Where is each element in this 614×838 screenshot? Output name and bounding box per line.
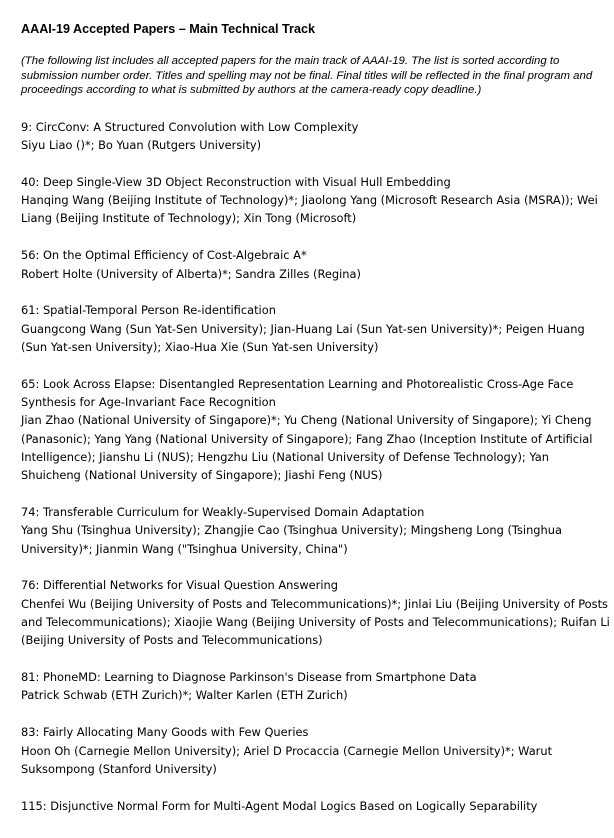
paper-title: 81: PhoneMD: Learning to Diagnose Parkinson's Disease from Smartphone Data [21, 670, 477, 685]
document-title: AAAI-19 Accepted Papers – Main Technical Track [21, 22, 315, 36]
paper-title: 61: Spatial-Temporal Person Re-identification [21, 303, 276, 318]
paper-title: 76: Differential Networks for Visual Question Answering [21, 578, 338, 593]
document-page [21, 21, 611, 833]
paper-entry [21, 173, 611, 228]
paper-title: 9: CircConv: A Structured Convolution with Low Complexity [21, 119, 359, 134]
paper-entry [21, 301, 611, 356]
paper-entry [21, 503, 611, 558]
paper-authors: Yang Shu (Tsinghua University); Zhangjie Cao (Tsinghua University); Mingsheng Long (Tsinghua University)*; Jianmin Wang ("Tsinghua University, China") [21, 523, 562, 556]
paper-authors: Guangcong Wang (Sun Yat-Sen University); Jian-Huang Lai (Sun Yat-sen University)*; Peigen Huang (Sun Yat-sen University); Xiao-Hua Xie (Sun Yat-sen University) [21, 321, 585, 354]
paper-authors: Patrick Schwab (ETH Zurich)*; Walter Karlen (ETH Zurich) [21, 688, 348, 703]
paper-authors: Chenfei Wu (Beijing University of Posts and Telecommunications)*; Jinlai Liu (Beijing University of Posts and Telecommunications); Xiaojie Wang (Beijing University of Posts and Telecommunications); Ruifan Li (Beijing University of Posts and Telecommunications) [21, 596, 610, 648]
paper-entry [21, 723, 611, 778]
paper-authors: Hanqing Wang (Beijing Institute of Technology)*; Jiaolong Yang (Microsoft Research Asia (MSRA)); Wei Liang (Beijing Institute of Technology); Xin Tong (Microsoft) [21, 193, 598, 226]
paper-title: 83: Fairly Allocating Many Goods with Few Queries [21, 725, 309, 740]
paper-authors: Robert Holte (University of Alberta)*; Sandra Zilles (Regina) [21, 266, 361, 281]
paper-entry [21, 375, 611, 485]
paper-authors: Jian Zhao (National University of Singapore)*; Yu Cheng (National University of Singapore); Yi Cheng (Panasonic); Yang Yang (National University of Singapore); Fang Zhao (Inception Institute of Artificial Intelligence); Jianshu Li (NUS); Hengzhu Liu (National University of Defense Technology); Yan Shuicheng (National University of Singapore); Jiashi Feng (NUS) [21, 413, 593, 483]
paper-entry [21, 797, 611, 815]
paper-authors: Hoon Oh (Carnegie Mellon University); Ariel D Procaccia (Carnegie Mellon University)*; Warut Suksompong (Stanford University) [21, 743, 553, 776]
paper-list [21, 118, 611, 815]
paper-title: 74: Transferable Curriculum for Weakly-Supervised Domain Adaptation [21, 505, 425, 520]
intro-note: (The following list includes all accepted papers for the main track of AAAI-19. The list is sorted according to submission number order. Titles and spelling may not be final. Final titles will be reflected in the final program and proceedings according to what is submitted by authors at the camera-ready copy deadline.) [21, 55, 593, 97]
paper-entry [21, 246, 611, 283]
paper-entry [21, 576, 611, 649]
paper-title: 65: Look Across Elapse: Disentangled Representation Learning and Photorealistic Cross-Age Face Synthesis for Age-Invariant Face Recognition [21, 376, 574, 410]
paper-title: 56: On the Optimal Efficiency of Cost-Algebraic A* [21, 248, 307, 263]
paper-title: 40: Deep Single-View 3D Object Reconstruction with Visual Hull Embedding [21, 174, 451, 189]
paper-entry [21, 668, 611, 705]
paper-entry [21, 118, 611, 155]
paper-authors: Siyu Liao ()*; Bo Yuan (Rutgers University) [21, 138, 262, 153]
paper-title: 115: Disjunctive Normal Form for Multi-Agent Modal Logics Based on Logically Separability [21, 798, 538, 813]
